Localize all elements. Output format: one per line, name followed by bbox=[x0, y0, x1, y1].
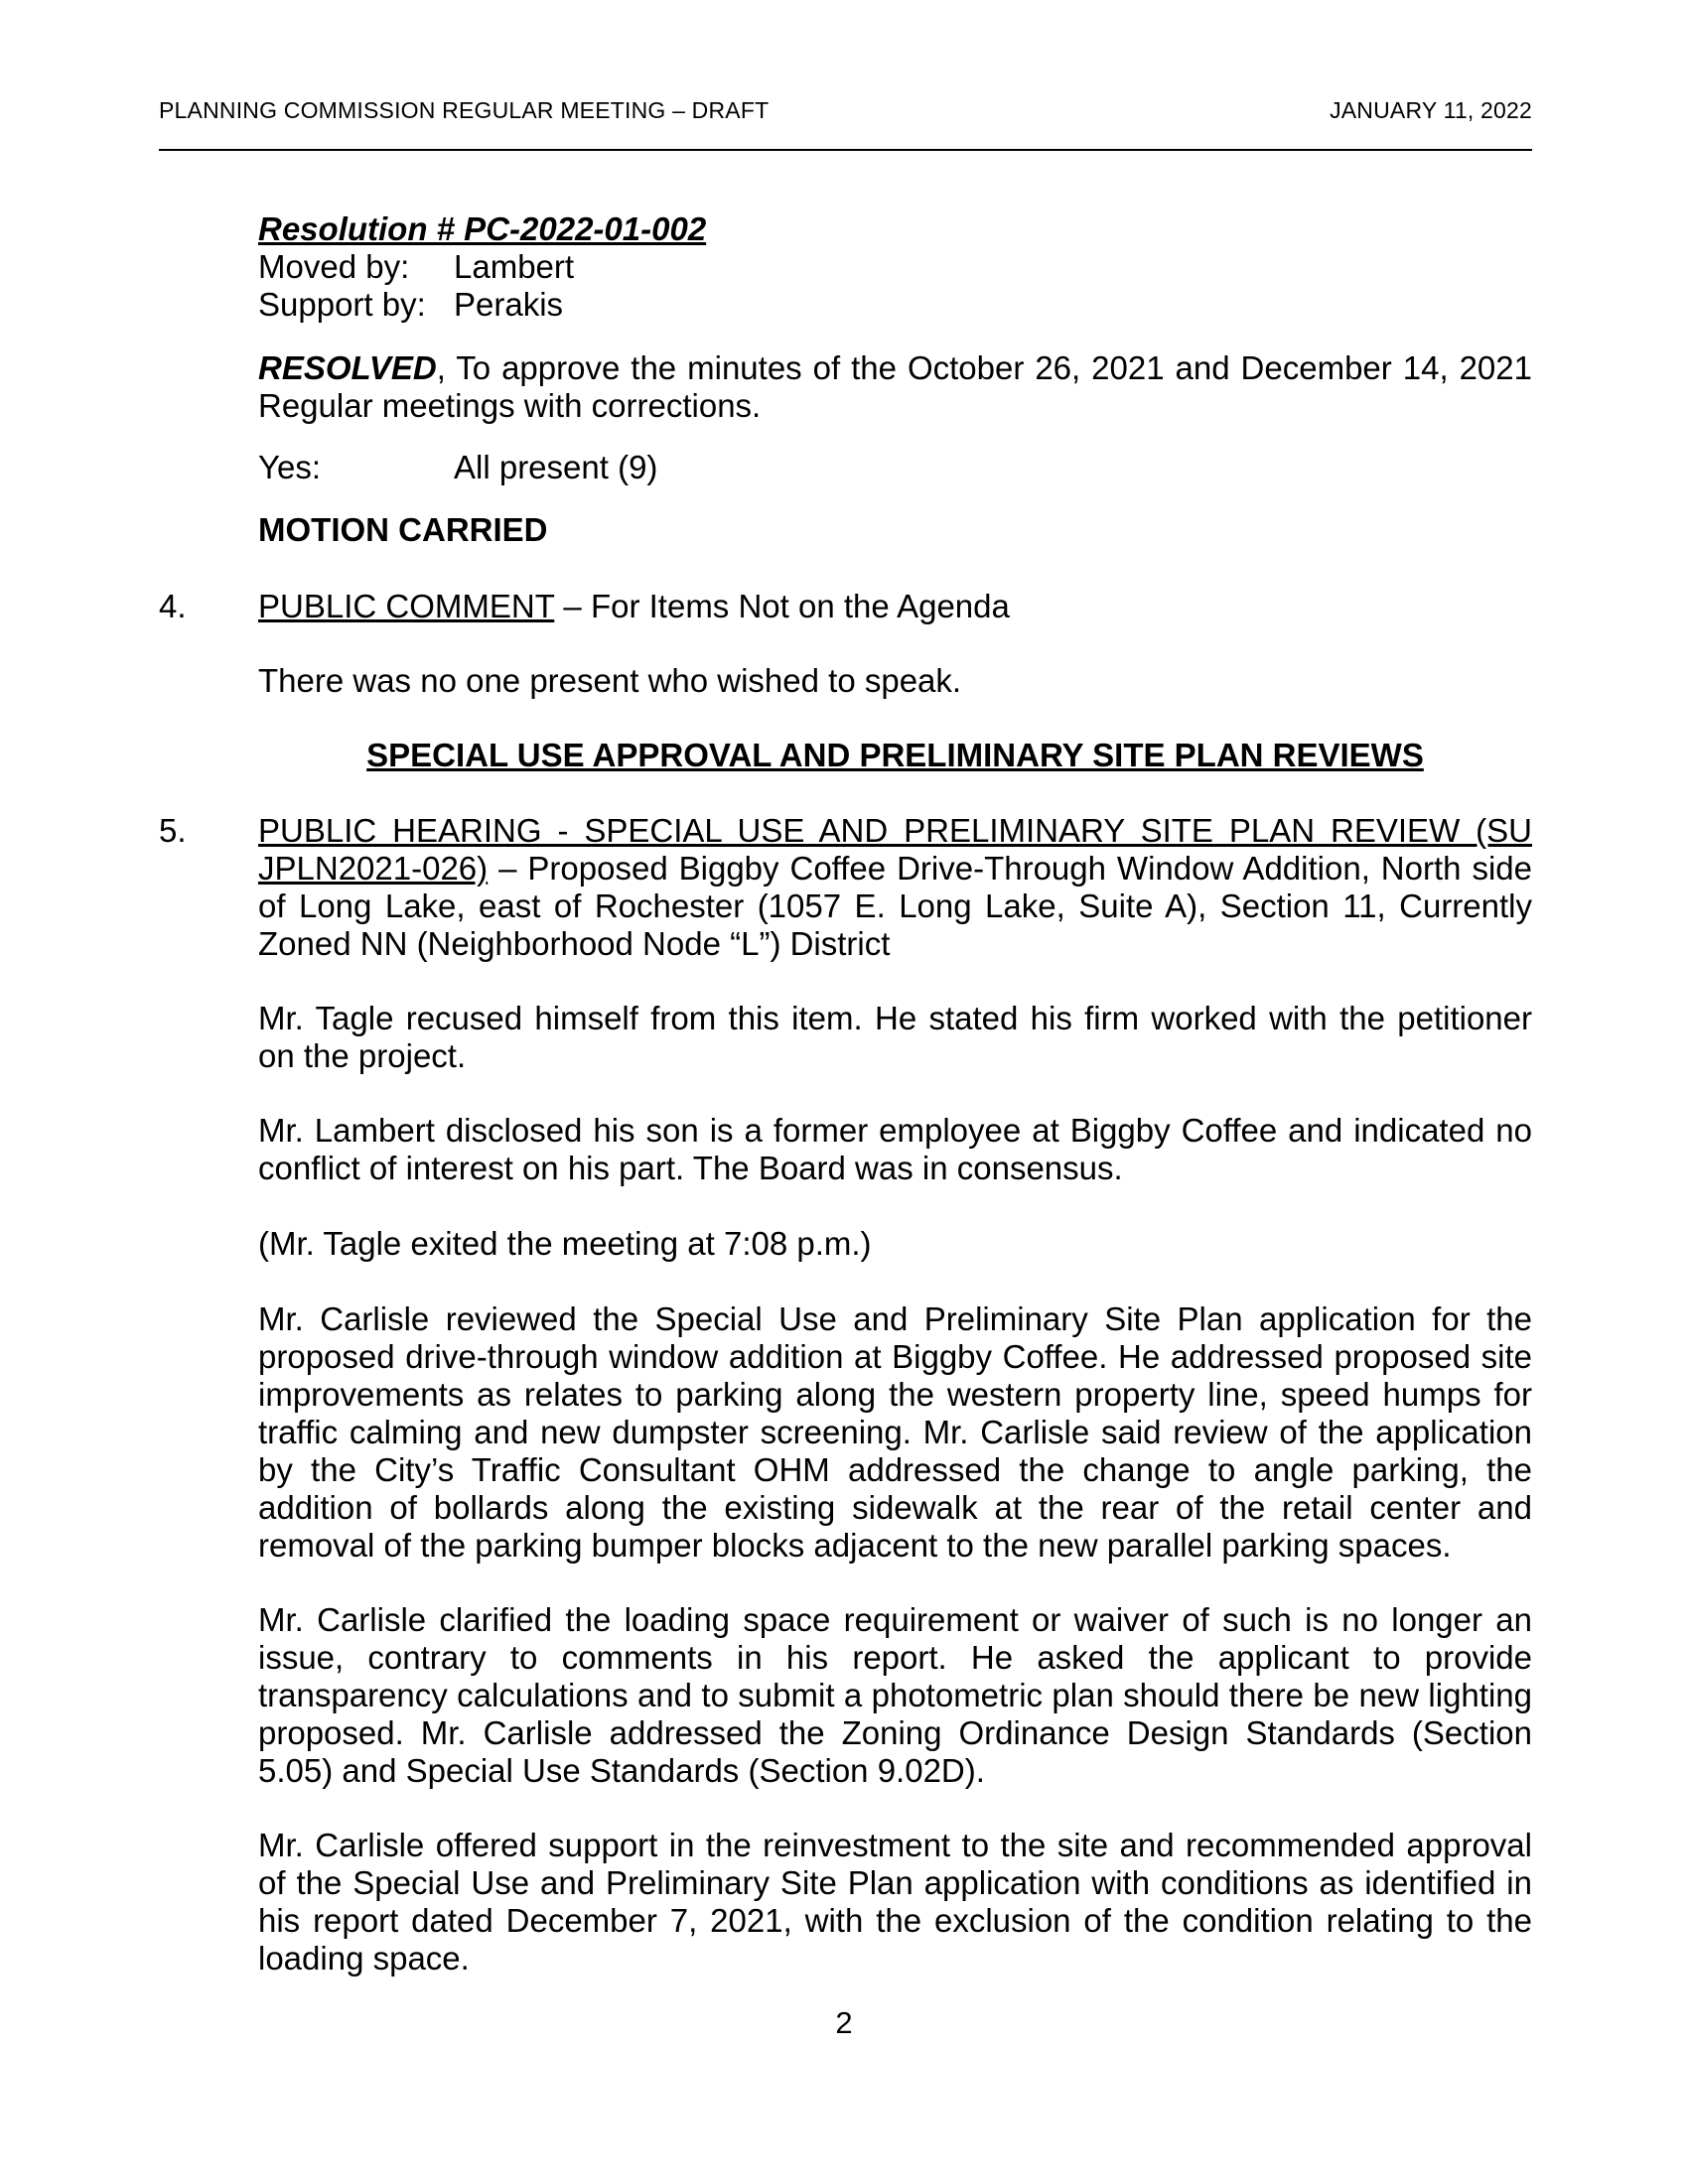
item5-paragraph: Mr. Tagle recused himself from this item. He stated his firm worked with the petitioner on the project. bbox=[258, 1000, 1532, 1074]
header-date: JANUARY 11, 2022 bbox=[1330, 97, 1532, 123]
support-by-value: Perakis bbox=[454, 286, 564, 323]
resolved-text: , To approve the minutes of the October 26, 2021 and December 14, 2021 Regular meetings with corrections. bbox=[258, 349, 1532, 424]
yes-value: All present (9) bbox=[454, 449, 658, 485]
item5-paragraph: Mr. Carlisle clarified the loading space requirement or waiver of such is no longer an issue, contrary to comments in his report. He asked the applicant to provide transparency calculations and to submit a photometric plan should there be new lighting proposed. Mr. Carlisle addressed the Zoning Ordinance Design Standards (Section 5.05) and Special Use Standards (Section 9.02D). bbox=[258, 1601, 1532, 1789]
page-header bbox=[159, 97, 1532, 127]
header-title: PLANNING COMMISSION REGULAR MEETING – DRAFT bbox=[159, 97, 770, 123]
item5-title-suffix: – Proposed Biggby Coffee Drive-Through Window Addition, North side of Long Lake, east of Rochester (1057 E. Long Lake, Suite A), Section 11, Currently Zoned NN (Neighborhood Node “L”) District bbox=[258, 850, 1532, 962]
support-by-row bbox=[258, 286, 1532, 324]
resolved-paragraph bbox=[258, 349, 1532, 425]
resolved-word: RESOLVED bbox=[258, 349, 437, 386]
item5-number: 5. bbox=[159, 812, 187, 849]
item5-paragraph: Mr. Carlisle offered support in the reinvestment to the site and recommended approval of the Special Use and Preliminary Site Plan application with conditions as identified in his report dated December 7, 2021, with the exclusion of the condition relating to the loading space. bbox=[258, 1827, 1532, 1977]
item5-paragraph: Mr. Carlisle reviewed the Special Use and Preliminary Site Plan application for the proposed drive-through window addition at Biggby Coffee. He addressed proposed site improvements as relates to parking along the western property line, speed humps for traffic calming and new dumpster screening. Mr. Carlisle said review of the application by the City’s Traffic Consultant OHM addressed the change to angle parking, the addition of bollards along the existing sidewalk at the rear of the retail center and removal of the parking bumper blocks adjacent to the new parallel parking spaces. bbox=[258, 1300, 1532, 1564]
item5-paragraph: (Mr. Tagle exited the meeting at 7:08 p.m.) bbox=[258, 1225, 872, 1262]
moved-by-label: Moved by: bbox=[258, 248, 410, 285]
moved-by-row bbox=[258, 248, 1532, 286]
page-number: 2 bbox=[835, 2005, 853, 2040]
item4-title-suffix: – For Items Not on the Agenda bbox=[554, 588, 1010, 624]
item4-number: 4. bbox=[159, 588, 187, 624]
resolution-number: Resolution # PC-2022-01-002 bbox=[258, 210, 707, 247]
motion-carried: MOTION CARRIED bbox=[258, 511, 548, 548]
support-by-label: Support by: bbox=[258, 286, 426, 323]
resolution-title bbox=[258, 210, 1532, 248]
yes-label: Yes: bbox=[258, 449, 322, 485]
section-heading: SPECIAL USE APPROVAL AND PRELIMINARY SITE PLAN REVIEWS bbox=[366, 737, 1424, 773]
item4-title: PUBLIC COMMENT bbox=[258, 588, 555, 624]
item5-heading bbox=[159, 812, 1532, 963]
item4-heading bbox=[159, 588, 1532, 625]
item5-paragraph: Mr. Lambert disclosed his son is a former employee at Biggby Coffee and indicated no conflict of interest on his part. The Board was in consensus. bbox=[258, 1112, 1532, 1186]
header-rule bbox=[159, 149, 1532, 151]
vote-row bbox=[258, 449, 1532, 486]
moved-by-value: Lambert bbox=[454, 248, 575, 285]
item4-body: There was no one present who wished to speak. bbox=[258, 662, 962, 699]
item5-title: PUBLIC HEARING - SPECIAL USE AND PRELIMINARY SITE PLAN REVIEW (SU JPLN2021-026) bbox=[258, 812, 1532, 887]
